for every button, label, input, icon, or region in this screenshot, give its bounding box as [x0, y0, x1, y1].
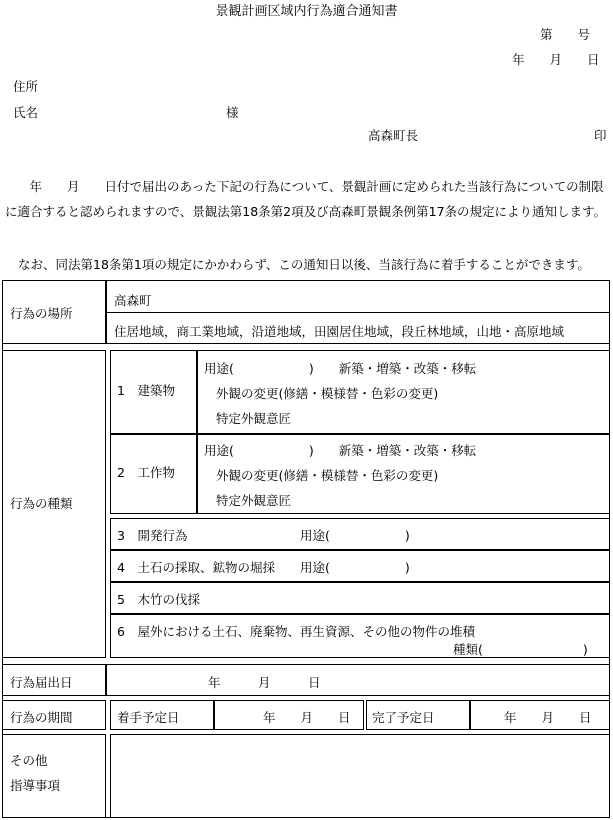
building-exterior-change: 外観の変更(修繕・模様替・色彩の変更): [216, 386, 439, 401]
start-value: 年 月 日: [263, 710, 351, 725]
address-label: 住所: [13, 79, 39, 94]
end-label: 完了予定日: [372, 710, 435, 725]
place-value: 高森町: [114, 293, 152, 308]
notice-date-value: 年 月 日: [208, 675, 321, 690]
structure-special-design: 特定外観意匠: [216, 493, 292, 508]
period-label: 行為の期間: [10, 710, 73, 725]
document-date: 年 月 日: [512, 52, 600, 67]
development-item: 3 開発行為 用途( ): [117, 528, 410, 543]
other-notes-cell: [110, 734, 610, 818]
notice-note: なお、同法第18条第1項の規定にかかわらず、この通知日以後、当該行為に着手することができます。: [18, 257, 590, 272]
building-label: 1 建築物: [117, 383, 175, 398]
place-label: 行為の場所: [10, 306, 73, 321]
end-value: 年 月 日: [504, 710, 592, 725]
quarrying-item: 4 土石の採取、鉱物の堀採 用途( ): [117, 560, 410, 575]
document-number: 第 号: [540, 27, 591, 42]
structure-label: 2 工作物: [117, 465, 175, 480]
place-divider: [106, 312, 610, 313]
structure-exterior-change: 外観の変更(修繕・模様替・色彩の変更): [216, 468, 439, 483]
name-label: 氏名: [13, 105, 39, 120]
logging-item: 5 木竹の伐採: [117, 592, 200, 607]
stockpile-item: 6 屋外における土石、廃棄物、再生資源、その他の物件の堆積: [117, 624, 475, 639]
seal-mark: 印: [594, 128, 607, 143]
notice-paragraph: 年 月 日付で届出のあった下記の行為について、景観計画に定められた当該行為についての制限に適合すると認められますので、景観法第18条第2項及び高森町景観条例第17条の規定により通知します。: [5, 179, 607, 219]
other-label-line1: その他: [10, 753, 48, 768]
zone-list: 住居地域，商工業地域，沿道地域，田園居住地域，段丘林地域，山地・高原地域: [114, 324, 565, 339]
structure-usage: 用途( ) 新築・増築・改築・移転: [204, 443, 477, 458]
stockpile-kind: 種類( ): [453, 642, 588, 657]
honorific: 様: [226, 105, 239, 120]
notice-date-value-cell: [106, 664, 610, 696]
start-label: 着手予定日: [117, 710, 180, 725]
issuer-name: 高森町長: [368, 128, 419, 143]
document-title: 景観計画区域内行為適合通知書: [215, 4, 398, 19]
notice-date-label: 行為届出日: [10, 675, 73, 690]
building-usage: 用途( ) 新築・増築・改築・移転: [204, 361, 477, 376]
building-special-design: 特定外観意匠: [216, 411, 292, 426]
type-label: 行為の種類: [10, 496, 73, 511]
other-label-line2: 指導事項: [10, 778, 61, 793]
